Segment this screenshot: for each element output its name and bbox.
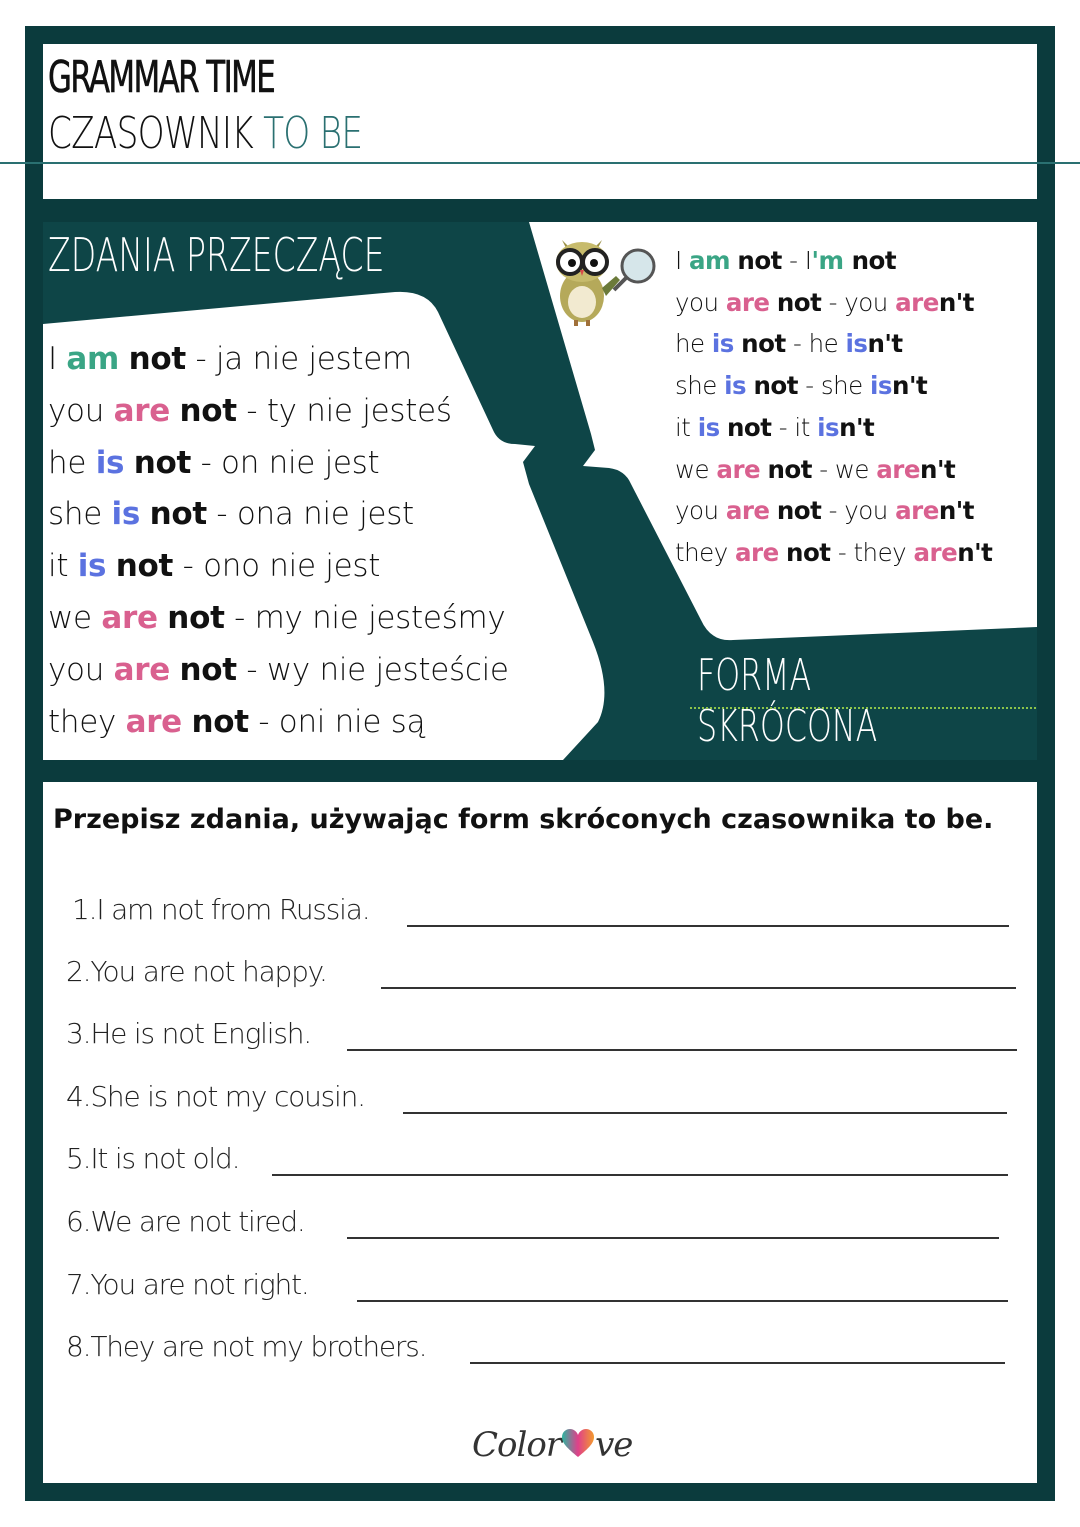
short-negation: n't [957, 537, 993, 567]
negation: not [776, 287, 822, 317]
subject: she [48, 496, 112, 533]
short-verb: are [895, 496, 939, 526]
item-number: 2. [66, 955, 91, 988]
short-verb: is [845, 329, 868, 359]
subject: it [48, 548, 78, 585]
subject: you [675, 287, 726, 317]
exercise-item [66, 1017, 311, 1050]
subject: it [675, 412, 698, 442]
negative-section-title: ZDANIA PRZECZĄCE [48, 228, 385, 282]
negation: not [786, 537, 831, 567]
short-subject: he [808, 329, 846, 359]
short-form-row [675, 240, 992, 282]
negation: not [753, 371, 798, 401]
short-subject: she [820, 371, 871, 401]
verb: is [95, 444, 125, 481]
negation: not [726, 412, 772, 442]
subject: we [675, 454, 717, 484]
subject: I [48, 341, 67, 377]
exercise-item [66, 1330, 426, 1363]
subject: she [675, 371, 725, 401]
header-rule [0, 162, 1080, 164]
separator: - [830, 537, 854, 567]
short-verb: are [876, 454, 920, 484]
exercise-panel [43, 782, 1037, 1483]
negation: not [741, 329, 786, 359]
subject: he [48, 444, 96, 481]
answer-line[interactable] [272, 1174, 1008, 1176]
answer-line[interactable] [381, 987, 1016, 989]
negation: not [128, 341, 186, 377]
short-form-row [675, 323, 992, 365]
logo-text-prefix: Color [472, 1425, 562, 1465]
item-sentence: You are not right. [90, 1268, 309, 1301]
separator: - [785, 329, 809, 359]
item-number: 8. [66, 1330, 91, 1363]
short-form-row [675, 407, 992, 449]
negative-form-row [48, 697, 509, 749]
verb: is [111, 496, 141, 533]
separator: - [811, 454, 835, 484]
verb: is [77, 548, 107, 585]
short-negation: n't [892, 371, 928, 401]
item-number: 7. [66, 1268, 91, 1301]
short-form-section-title: FORMA SKRÓCONA [697, 650, 878, 752]
verb: are [725, 287, 770, 317]
translation: - ty nie jesteś [236, 392, 452, 429]
verb: is [697, 412, 720, 442]
separator: - [821, 496, 845, 526]
verb: are [101, 599, 158, 636]
short-verb: 'm [811, 246, 844, 275]
page-title: GRAMMAR TIME [48, 52, 275, 103]
item-sentence: I am not from Russia. [96, 893, 370, 926]
answer-line[interactable] [347, 1237, 999, 1239]
short-negation: n't [867, 329, 903, 359]
verb: are [113, 392, 170, 429]
item-sentence: We are not tired. [90, 1205, 305, 1238]
translation: - wy nie jesteście [236, 651, 509, 688]
verb: is [711, 329, 734, 359]
exercise-item [66, 1205, 305, 1238]
exercise-item [66, 1268, 309, 1301]
item-sentence: It is not old. [90, 1142, 240, 1175]
answer-line[interactable] [347, 1049, 1017, 1051]
negation: not [149, 496, 207, 533]
negation: not [191, 703, 249, 740]
subject: I [675, 246, 690, 275]
verb: are [725, 496, 770, 526]
negation: not [133, 444, 192, 481]
exercise-item [66, 1080, 365, 1113]
short-form-row [675, 365, 992, 407]
answer-line[interactable] [407, 925, 1009, 927]
short-verb: is [817, 412, 840, 442]
verb: am [689, 246, 731, 275]
subject: we [48, 599, 102, 636]
item-sentence: He is not English. [90, 1017, 311, 1050]
separator: - [771, 412, 795, 442]
subtitle-prefix: CZASOWNIK [48, 108, 264, 159]
verb: are [125, 703, 182, 740]
short-negation: n't [920, 454, 956, 484]
verb: are [113, 651, 170, 688]
subject: he [675, 329, 712, 359]
exercise-instruction: Przepisz zdania, używając form skróconych czasownika to be. [53, 804, 994, 835]
short-subject: they [853, 537, 914, 567]
negative-form-row [48, 645, 509, 697]
negation: not [179, 392, 237, 429]
short-subject: I [804, 246, 812, 275]
item-sentence: They are not my brothers. [90, 1330, 427, 1363]
separator: - [797, 371, 821, 401]
answer-line[interactable] [403, 1112, 1007, 1114]
short-verb: are [895, 287, 939, 317]
short-verb: are [913, 537, 958, 567]
translation: - ja nie jestem [185, 341, 412, 377]
short-forms-list [675, 240, 992, 574]
short-negation: not [843, 246, 897, 275]
answer-line[interactable] [470, 1362, 1005, 1364]
negative-form-row [48, 438, 509, 490]
short-negation: n't [839, 412, 875, 442]
subject: they [48, 703, 126, 740]
translation: - on nie jest [191, 444, 380, 481]
negative-form-row [48, 593, 509, 645]
subject: you [675, 496, 726, 526]
short-subject: we [834, 454, 877, 484]
page-subtitle [48, 108, 362, 159]
short-subject: it [794, 412, 818, 442]
negative-form-row [48, 489, 509, 541]
rainbow-heart-icon [561, 1427, 595, 1467]
item-number: 6. [66, 1205, 91, 1238]
negative-form-row [48, 541, 509, 593]
verb: are [735, 537, 779, 567]
subtitle-accent: TO BE [263, 108, 363, 159]
verb: are [716, 454, 761, 484]
exercise-item [66, 955, 327, 988]
negative-forms-list [48, 334, 509, 748]
exercise-item [66, 1142, 239, 1175]
exercise-item [72, 893, 369, 926]
dotted-divider [690, 707, 1036, 709]
negation: not [737, 246, 782, 275]
short-form-row [675, 449, 992, 491]
item-sentence: You are not happy. [90, 955, 327, 988]
item-number: 4. [66, 1080, 91, 1113]
item-sentence: She is not my cousin. [90, 1080, 365, 1113]
short-subject: you [844, 287, 896, 317]
short-form-row [675, 532, 992, 574]
translation: - ono nie jest [173, 548, 381, 585]
short-verb: is [870, 371, 892, 401]
negation: not [179, 651, 237, 688]
answer-line[interactable] [357, 1300, 1008, 1302]
translation: - ona nie jest [206, 496, 414, 533]
item-number: 1. [72, 893, 97, 926]
short-form-row [675, 282, 992, 324]
item-number: 3. [66, 1017, 91, 1050]
separator: - [821, 287, 845, 317]
short-subject: you [844, 496, 896, 526]
negation: not [115, 548, 174, 585]
negative-form-row [48, 334, 509, 386]
short-negation: n't [938, 496, 974, 526]
translation: - oni nie są [248, 703, 426, 740]
negation: not [776, 496, 822, 526]
short-form-row [675, 490, 992, 532]
owl-with-magnifier-icon [550, 228, 670, 337]
item-number: 5. [66, 1142, 91, 1175]
negation: not [767, 454, 812, 484]
translation: - my nie jesteśmy [224, 599, 506, 636]
colorlove-logo [472, 1425, 632, 1467]
negation: not [167, 599, 225, 636]
verb: am [66, 341, 120, 377]
short-negation: n't [938, 287, 974, 317]
separator: - [781, 246, 805, 275]
subject: you [48, 651, 114, 688]
subject: they [675, 537, 735, 567]
logo-text-suffix: ve [595, 1425, 633, 1465]
verb: is [724, 371, 747, 401]
negative-form-row [48, 386, 509, 438]
subject: you [48, 392, 114, 429]
